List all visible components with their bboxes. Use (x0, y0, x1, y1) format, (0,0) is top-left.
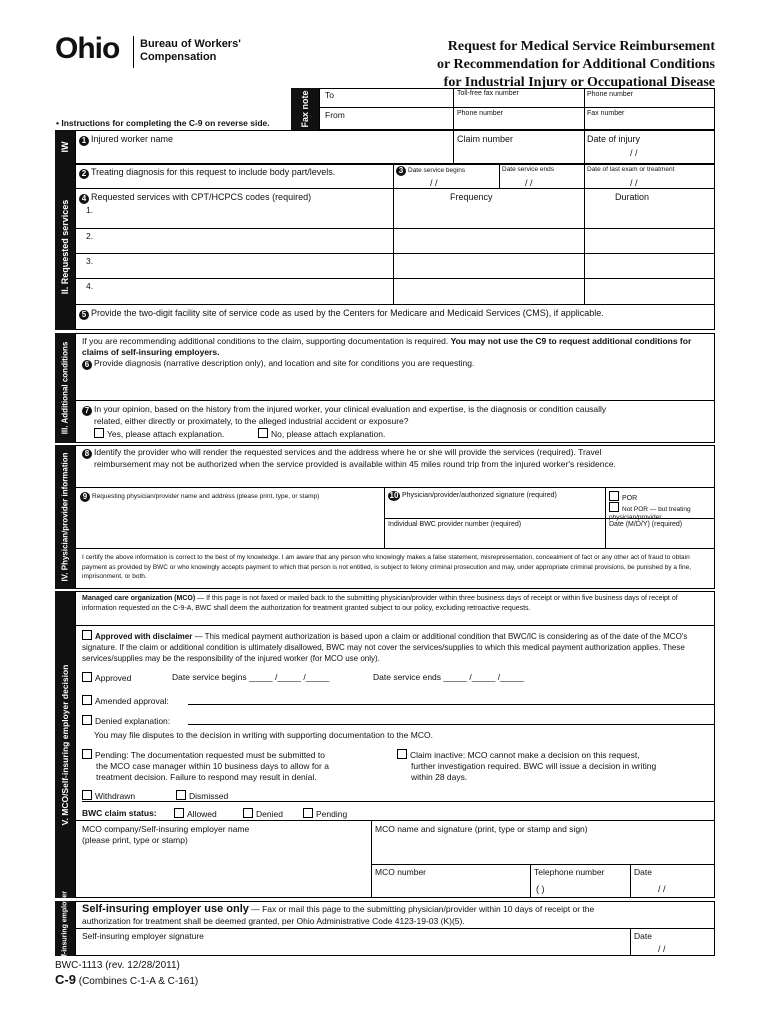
from-phone-number-field[interactable]: Phone number (457, 110, 503, 117)
fax-from-field[interactable]: From (325, 110, 345, 120)
denied-explanation-checkbox[interactable]: Denied explanation: (82, 715, 170, 726)
status-allowed-checkbox[interactable]: Allowed (174, 808, 217, 819)
ohio-logo (55, 32, 133, 70)
self-insuring-date-field[interactable]: Date (634, 931, 652, 941)
mco-deadline-notice: Managed care organization (MCO) — If this page is not faxed or mailed back to the submitting physician/provider within three business days of receipt or within five business days of receipt of information requested on the C-9-A, BWC shall deem the authorization for treatment granted subject to our policy, excluding retroactive requests. (82, 595, 678, 612)
injured-worker-name-field[interactable]: 1 Injured worker name (79, 134, 173, 146)
por-checkbox[interactable]: POR (609, 491, 637, 502)
service-row-1[interactable]: 1. (86, 205, 94, 215)
requesting-physician-field[interactable]: 9 Requesting physician/provider name and address (please print, type, or stamp) (80, 492, 380, 502)
form-id: C-9 (Combines C-1-A & C-161) (55, 972, 199, 987)
physician-signature-field[interactable]: 10 Physician/provider/authorized signature (required) (389, 491, 557, 500)
telephone-parens: ( ) (536, 884, 545, 894)
claim-number-field[interactable]: Claim number (457, 134, 514, 144)
from-fax-number-field[interactable]: Fax number (587, 110, 625, 117)
additional-diagnosis-field[interactable]: 6 Provide diagnosis (narrative description only), and location and site for conditions you are requesting. (82, 358, 474, 370)
mco-date-slashes: / / (658, 884, 666, 894)
section-additional-conditions-label: III. Additional conditions (55, 333, 75, 443)
additional-conditions-intro: If you are recommending additional conditions to the claim, supporting documentation is required. You may not use the C9 to request additional conditions for claims of self-insuring employers. (82, 336, 692, 357)
provider-date-field[interactable]: Date (M/D/Y) (required) (609, 521, 683, 528)
step-6-icon: 6 (82, 360, 92, 370)
mco-telephone-field[interactable]: Telephone number (534, 867, 605, 877)
self-insuring-date-slashes: / / (658, 944, 666, 954)
form-revision: BWC-1113 (rev. 12/28/2011) (55, 960, 180, 971)
self-insuring-notice: Self-insuring employer use only — Fax or mail this page to the submitting physician/provider within 10 days of receipt or the authorization for treatment shall be deemed granted, per Ohio Administrative Code 4123-19-03 (K)(5). (82, 903, 595, 926)
form-title-line1: Request for Medical Service Reimbursement (447, 39, 715, 54)
approved-checkbox[interactable]: Approved (82, 672, 131, 683)
fax-phone-number-field[interactable]: Phone number (587, 91, 633, 98)
fax-to-field[interactable]: To (325, 90, 334, 100)
step-7-icon: 7 (82, 406, 92, 416)
mco-name-signature-field[interactable]: MCO name and signature (print, type or stamp and sign) (375, 824, 588, 834)
section-requested-services-label: II. Requested services (55, 164, 75, 330)
service-row-2[interactable]: 2. (86, 231, 94, 241)
treating-diagnosis-field[interactable]: 2 Treating diagnosis for this request to include body part/levels. (79, 167, 335, 179)
step-4-icon: 4 (79, 194, 89, 204)
date-of-injury-field[interactable]: Date of injury (587, 134, 641, 144)
cms-site-code-field[interactable]: 5 Provide the two-digit facility site of service code as used by the Centers for Medicare and Medicaid Services (CMS), if applicable. (79, 308, 604, 320)
fax-note-label: Fax note (291, 88, 319, 130)
causality-yes-checkbox[interactable]: Yes, please attach explanation. (94, 428, 224, 439)
step-3-icon: 3 (396, 166, 406, 176)
mco-date-ends-field[interactable]: Date service ends _____ /_____ /_____ (373, 672, 524, 682)
dismissed-checkbox[interactable]: Dismissed (176, 790, 228, 801)
date-service-ends-field[interactable]: Date service ends (502, 166, 555, 173)
section-provider-info-label: IV. Physician/provider information (55, 445, 75, 589)
status-pending-checkbox[interactable]: Pending (303, 808, 347, 819)
mco-company-name-field[interactable]: MCO company/Self-insuring employer name (please print, type or stamp) (82, 824, 250, 845)
amended-approval-checkbox[interactable]: Amended approval: (82, 695, 169, 706)
step-2-icon: 2 (79, 169, 89, 179)
step-10-icon: 10 (389, 491, 399, 500)
claim-inactive-checkbox[interactable]: Claim inactive: MCO cannot make a decision on this request, further investigation required. BWC will issue a decision in writing within 28 days. (397, 749, 715, 783)
tollfree-fax-field[interactable]: Toll-free fax number (457, 90, 519, 97)
causality-no-checkbox[interactable]: No, please attach explanation. (258, 428, 385, 439)
bwc-claim-status-label: BWC claim status: (82, 808, 157, 818)
pending-checkbox[interactable]: Pending: The documentation requested must be submitted to the MCO case manager within 10 business days to allow for a treatment decision. Failure to respond may result in denial. (82, 749, 394, 783)
mco-number-field[interactable]: MCO number (375, 867, 427, 877)
instructions-note: • Instructions for completing the C-9 on reverse side. (56, 118, 270, 128)
frequency-header: Frequency (450, 192, 493, 202)
step-5-icon: 5 (79, 310, 89, 320)
step-1-icon: 1 (79, 136, 89, 146)
date-service-begins-field[interactable]: 3 Date service begins (396, 166, 465, 176)
rendering-provider-field[interactable]: 8 Identify the provider who will render the requested services and the address where he or she will provide the services (required). Travel reimbursement may not be authorized when the service provided is available within 45 miles round trip from the injured worker's residence. (82, 447, 714, 470)
form-title-line3: for Industrial Injury or Occupational Disease (443, 75, 715, 90)
last-exam-slashes: / / (630, 178, 638, 188)
duration-header: Duration (615, 192, 650, 202)
approved-with-disclaimer-checkbox[interactable]: Approved with disclaimer — This medical payment authorization is based upon a claim or additional condition that BWC/IC is considering as of the date of the MCO's signature. If the claim or additional condition is ultimately disallowed, BWC may not cover the services/supplies to which this medical payment authorization applies. These services/supplies may be the responsibility of the injured worker (for MCO use only). (82, 632, 688, 663)
certification-statement: I certify the above information is correct to the best of my knowledge. I am aware that any person who knowingly makes a false statement, misrepresentation, concealment of fact or any other act of fraud to obtain payment as provided by BWC or who knowingly accepts payment to which that person is not entitled, is subject to felony criminal prosecution and may, under appropriate criminal provisions, be punished by a fine, imprisonment, or both. (82, 554, 692, 580)
section-mco-decision-label: V. MCO/Self-insuring employer decision (55, 591, 75, 898)
bwc-provider-number-field[interactable]: Individual BWC provider number (required) (388, 521, 522, 528)
mco-date-field[interactable]: Date (634, 867, 652, 877)
date-ends-slashes: / / (525, 178, 533, 188)
section-self-insuring-label: Self-insuring employer (55, 901, 75, 956)
dispute-note: You may file disputes to the decision in writing with supporting documentation to the MCO. (94, 730, 433, 740)
self-insuring-signature-field[interactable]: Self-insuring employer signature (82, 931, 204, 941)
causality-question: 7 In your opinion, based on the history from the injured worker, your clinical evaluation and expertise, is the diagnosis or condition causally related, either directly or proximately, to the alleged industrial accident or exposure? (82, 404, 714, 427)
service-row-4[interactable]: 4. (86, 281, 94, 291)
not-por-checkbox[interactable]: Not POR — but treating physician/provider (609, 502, 715, 522)
step-8-icon: 8 (82, 449, 92, 459)
mco-date-begins-field[interactable]: Date service begins _____ /_____ /_____ (172, 672, 330, 682)
service-row-3[interactable]: 3. (86, 256, 94, 266)
bureau-name: Bureau of Workers' Compensation (140, 38, 241, 63)
form-title-line2: or Recommendation for Additional Conditions (437, 57, 715, 72)
status-denied-checkbox[interactable]: Denied (243, 808, 283, 819)
requested-services-header: 4 Requested services with CPT/HCPCS codes (required) (79, 192, 311, 204)
date-last-exam-field[interactable]: Date of last exam or treatment (587, 166, 675, 173)
withdrawn-checkbox[interactable]: Withdrawn (82, 790, 135, 801)
section-iw-label: IW (55, 130, 75, 164)
ohio-logo-word: Ohio (55, 32, 120, 65)
date-begins-slashes: / / (430, 178, 438, 188)
step-9-icon: 9 (80, 492, 90, 502)
date-of-injury-slashes: / / (630, 148, 638, 158)
